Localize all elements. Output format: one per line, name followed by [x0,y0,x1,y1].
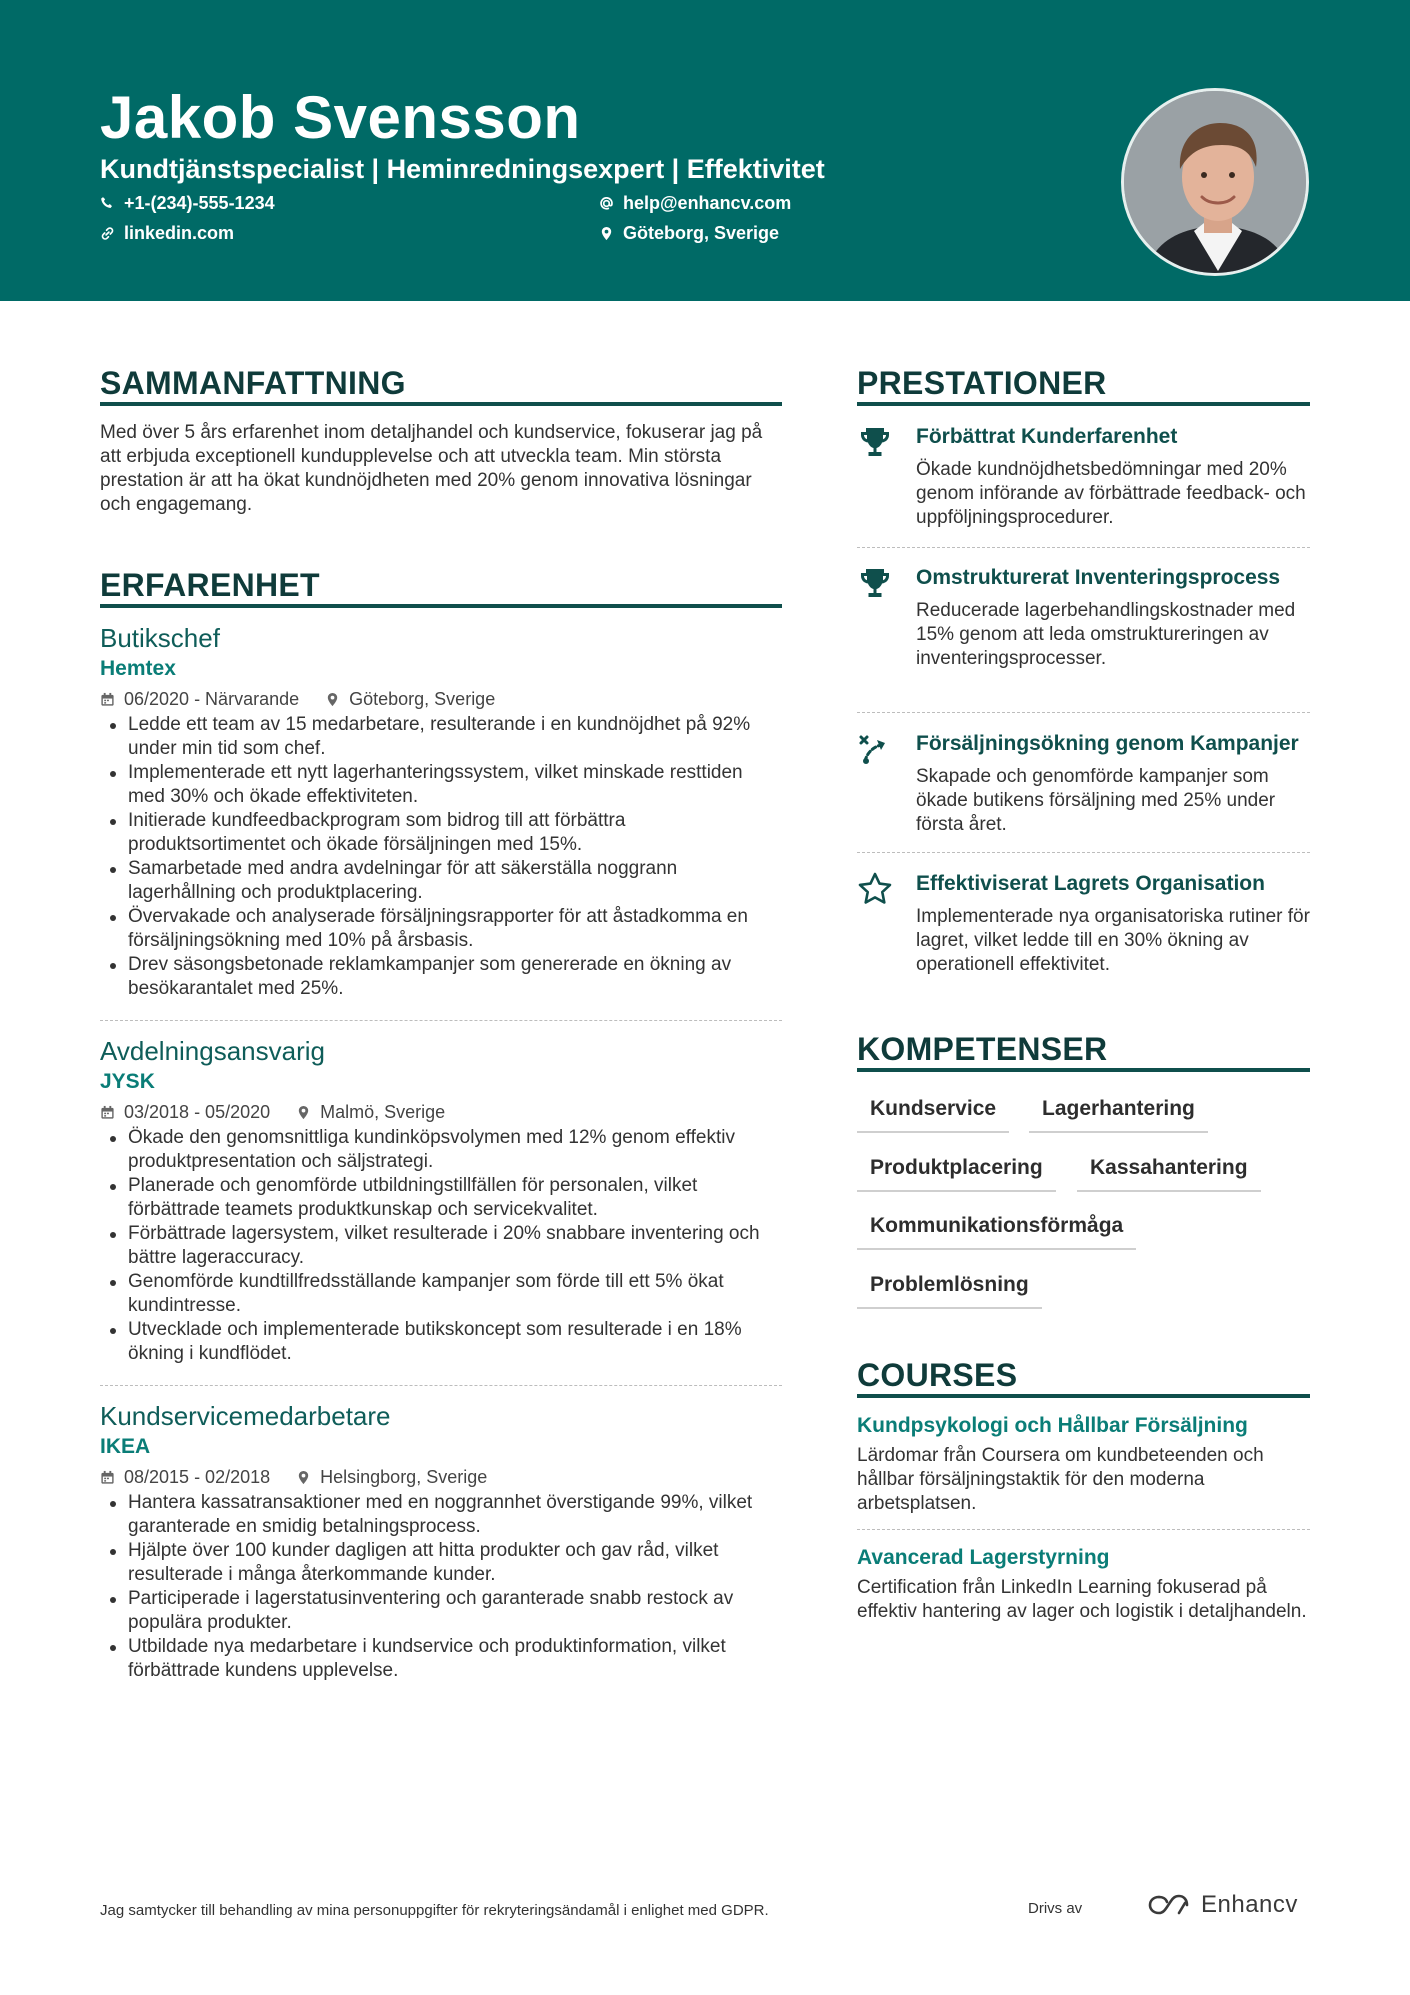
headline: Kundtjänstspecialist | Heminredningsexpert | Effektivitet [100,154,825,184]
job-bullet: Förbättrade lagersystem, vilket resulterade i 20% snabbare inventering och bättre lageraccuracy. [100,1222,782,1270]
skills-section-title: KOMPETENSER [857,1031,1108,1067]
skill-tag: Kassahantering [1077,1155,1261,1192]
job-title: Butikschef [100,623,220,653]
calendar-icon [100,1105,115,1120]
trophy-icon [857,424,893,460]
enhancv-logo-text: Enhancv [1201,1891,1298,1918]
courses-divider [857,1394,1310,1398]
course-description: Lärdomar från Coursera om kundbeteenden och hållbar försäljningstaktik för den moderna arbetsplatsen. [857,1445,1264,1514]
experience-section-title: ERFARENHET [100,567,320,603]
job-bullet: Genomförde kundtillfredsställande kampanjer som förde till ett 5% ökat kundintresse. [100,1270,782,1318]
phone-text: +1-(234)-555-1234 [124,193,275,213]
job-bullet: Hjälpte över 100 kunder dagligen att hitta produkter och gav råd, vilket resulterade i många återkommande kunder. [100,1539,782,1587]
achievement-description: Reducerade lagerbehandlingskostnader med 15% genom att leda omstruktureringen av inventeringsprocesser. [916,600,1296,669]
enhancv-logo[interactable] [1147,1891,1298,1919]
contact-linkedin[interactable] [100,222,234,244]
location-pin-icon [296,1105,311,1120]
achievement-title: Förbättrat Kunderfarenhet [916,425,1178,448]
achievement-description: Skapade och genomförde kampanjer som ökade butikens försäljning med 25% under första året. [916,766,1276,835]
job-title: Kundservicemedarbetare [100,1401,391,1431]
contact-phone[interactable] [100,192,275,214]
at-icon [599,196,614,211]
skills-divider [857,1068,1310,1072]
experience-divider [100,604,782,608]
job-title: Avdelningsansvarig [100,1036,325,1066]
location-pin-icon [599,226,614,241]
location-pin-icon [296,1470,311,1485]
linkedin-text: linkedin.com [124,223,235,243]
achievements-section-title: PRESTATIONER [857,365,1107,401]
achievement-separator [857,712,1310,713]
job-entry [100,1035,782,1366]
achievement-title: Omstrukturerat Inventeringsprocess [916,566,1281,589]
location-pin-icon [325,692,340,707]
job-bullet: Initierade kundfeedbackprogram som bidrog till att förbättra produktsortimentet och ökade försäljningen med 15%. [100,809,782,857]
job-bullet: Utbildade nya medarbetare i kundservice och produktinformation, vilket förbättrade kundens upplevelse. [100,1635,782,1683]
job-bullet: Ökade den genomsnittliga kundinköpsvolymen med 12% genom effektiv produktpresentation och säljstrategi. [100,1126,782,1174]
enhancv-logo-icon [1147,1893,1193,1917]
location-text: Göteborg, Sverige [623,223,780,243]
job-bullets [100,1126,782,1366]
job-location-text: Helsingborg, Sverige [320,1467,488,1487]
header [0,0,1410,301]
achievement-separator [857,547,1310,548]
course-title: Kundpsykologi och Hållbar Försäljning [857,1414,1248,1437]
course-description: Certification från LinkedIn Learning fokuserad på effektiv hantering av lager och logistik i detaljhandeln. [857,1577,1307,1622]
achievement-separator [857,852,1310,853]
job-company: IKEA [100,1435,151,1458]
contact-location [599,222,779,244]
summary-section-title: SAMMANFATTNING [100,365,406,401]
job-bullets [100,713,782,1001]
candidate-name: Jakob Svensson [100,84,581,151]
job-location [296,1101,445,1123]
trophy-icon [857,565,893,601]
job-bullets [100,1491,782,1683]
summary-text: Med över 5 års erfarenhet inom detaljhandel och kundservice, fokuserar jag på att erbjuda exceptionell kundupplevelse och att utveckla team. Min största prestation är att ha ökat kundnöjdheten med 20% genom innovativa lösningar och engagemang. [100,422,763,515]
achievement-title: Effektiviserat Lagrets Organisation [916,872,1265,895]
job-bullet: Implementerade ett nytt lagerhanteringssystem, vilket minskade resttiden med 30% och ökade effektiviteten. [100,761,782,809]
job-meta [100,1466,782,1488]
summary-divider [100,402,782,406]
phone-icon [100,196,115,211]
job-dates: 08/2015 - 02/2018 [124,1467,271,1487]
job-bullet: Samarbetade med andra avdelningar för att säkerställa noggrann lagerhållning och produktplacering. [100,857,782,905]
job-bullet: Övervakade och analyserade försäljningsrapporter för att åstadkomma en försäljningsökning med 10% på årsbasis. [100,905,782,953]
achievement-description: Ökade kundnöjdhetsbedömningar med 20% genom införande av förbättrade feedback- och uppföljningsprocedurer. [916,459,1306,528]
achievement-title: Försäljningsökning genom Kampanjer [916,732,1299,755]
job-bullet: Drev säsongsbetonade reklamkampanjer som genererade en ökning av besökarantalet med 25%. [100,953,782,1001]
powered-by-label: Drivs av [1028,1900,1083,1917]
skill-tag: Lagerhantering [1029,1096,1208,1133]
skill-tag: Kundservice [857,1096,1009,1133]
job-bullet: Utvecklade och implementerade butikskoncept som resulterade i en 18% ökning i kundflödet. [100,1318,782,1366]
job-company: JYSK [100,1070,155,1093]
courses-section-title: COURSES [857,1357,1018,1393]
job-dates: 06/2020 - Närvarande [124,689,300,709]
skill-tag: Kommunikationsförmåga [857,1213,1136,1250]
job-location [296,1466,487,1488]
job-bullet: Participerade i lagerstatusinventering och garanterade snabb restock av populära produkter. [100,1587,782,1635]
gdpr-consent: Jag samtycker till behandling av mina personuppgifter för rekryteringsändamål i enlighet med GDPR. [100,1902,769,1919]
job-bullet: Ledde ett team av 15 medarbetare, resulterande i en kundnöjdhet på 92% under min tid som chef. [100,713,782,761]
job-separator [100,1385,782,1386]
job-bullet: Hantera kassatransaktioner med en noggrannhet överstigande 99%, vilket garanterade en smidig betalningsprocess. [100,1491,782,1539]
job-location [325,688,495,710]
email-text: help@enhancv.com [623,193,792,213]
job-location-text: Malmö, Sverige [320,1102,446,1122]
contact-email[interactable] [599,192,791,214]
job-dates: 03/2018 - 05/2020 [124,1102,271,1122]
job-entry [100,1400,782,1683]
profile-photo [1121,88,1309,276]
course-separator [857,1529,1310,1530]
calendar-icon [100,1470,115,1485]
avatar-portrait [1124,91,1309,276]
job-entry [100,622,782,1001]
job-separator [100,1020,782,1021]
achievement-description: Implementerade nya organisatoriska rutiner för lagret, vilket ledde till en 30% ökning av operationell effektivitet. [916,906,1310,975]
skill-tag: Problemlösning [857,1272,1042,1309]
job-location-text: Göteborg, Sverige [349,689,496,709]
star-icon [857,871,893,907]
skill-tag: Produktplacering [857,1155,1056,1192]
job-bullet: Planerade och genomförde utbildningstillfällen för personalen, vilket förbättrade teamets produktkunskap och servicekvalitet. [100,1174,782,1222]
achievements-divider [857,402,1310,406]
course-title: Avancerad Lagerstyrning [857,1546,1110,1569]
job-meta [100,1101,782,1123]
calendar-icon [100,692,115,707]
strategy-icon [857,731,893,767]
job-company: Hemtex [100,657,176,680]
link-icon [100,226,115,241]
job-meta [100,688,782,710]
